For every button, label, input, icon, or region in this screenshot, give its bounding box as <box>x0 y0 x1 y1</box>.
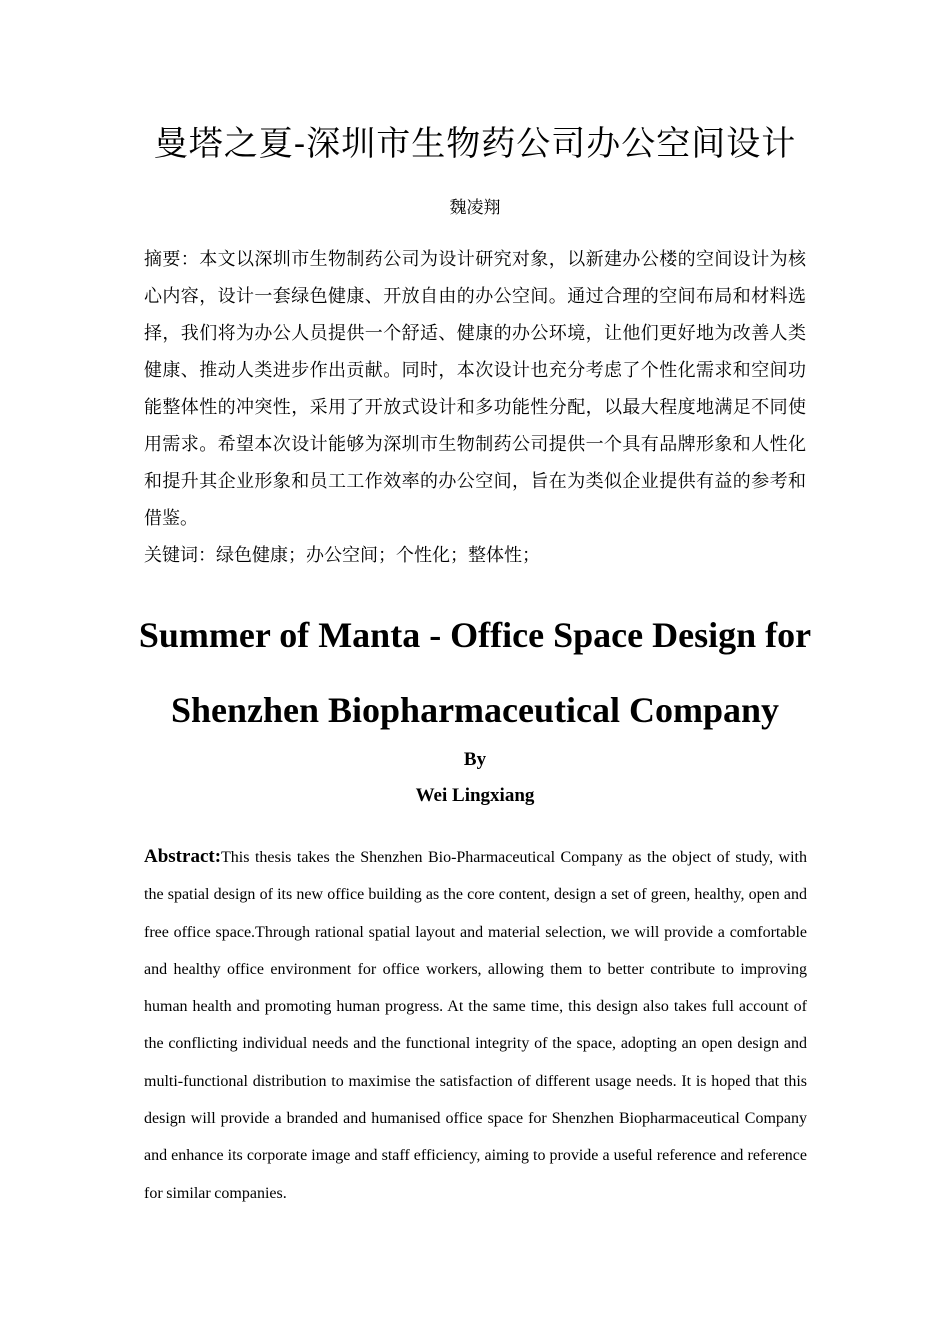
english-abstract <box>144 838 807 1212</box>
english-title: Summer of Manta - Office Space Design for Shenzhen Biopharmaceutical Company <box>138 615 812 730</box>
chinese-keywords-text: 绿色健康；办公空间；个性化；整体性； <box>216 545 540 566</box>
chinese-author: 魏凌翔 <box>449 198 501 218</box>
english-abstract-text: This thesis takes the Shenzhen Bio-Pharmaceutical Company as the object of study, with the spatial design of its new office building as the core content, design a set of green, healthy, open and free office space.Through rational spatial layout and material selection, we will provide a comfortable and healthy office environment for office workers, allowing them to better contribute to improving human health and promoting human progress. At the same time, this design also takes full account of the conflicting individual needs and the functional integrity of the space, adopting an open design and multi-functional distribution to maximise the satisfaction of different usage needs. It is hoped that this design will provide a branded and humanised office space for Shenzhen Biopharmaceutical Company and enhance its corporate image and staff efficiency, aiming to provide a useful reference and reference for similar companies. <box>144 849 807 1202</box>
chinese-abstract-label: 摘要： <box>144 249 200 270</box>
chinese-title: 曼塔之夏-深圳市生物药公司办公空间设计 <box>153 124 797 164</box>
chinese-keywords <box>144 537 806 574</box>
chinese-abstract-text: 本文以深圳市生物制药公司为设计研究对象，以新建办公楼的空间设计为核心内容，设计一套绿色健康、开放自由的办公空间。通过合理的空间布局和材料选择，我们将为办公人员提供一个舒适、健康的办公环境，让他们更好地为改善人类健康、推动人类进步作出贡献。同时，本次设计也充分考虑了个性化需求和空间功能整体性的冲突性，采用了开放式设计和多功能性分配，以最大程度地满足不同使用需求。希望本次设计能够为深圳市生物制药公司提供一个具有品牌形象和人性化和提升其企业形象和员工工作效率的办公空间，旨在为类似企业提供有益的参考和借鉴。 <box>144 249 806 529</box>
english-author: Wei Lingxiang <box>415 785 535 806</box>
english-abstract-label: Abstract: <box>144 846 222 867</box>
chinese-abstract <box>144 241 806 537</box>
chinese-keywords-label: 关键词： <box>144 545 216 566</box>
english-by-line: By <box>463 749 487 770</box>
